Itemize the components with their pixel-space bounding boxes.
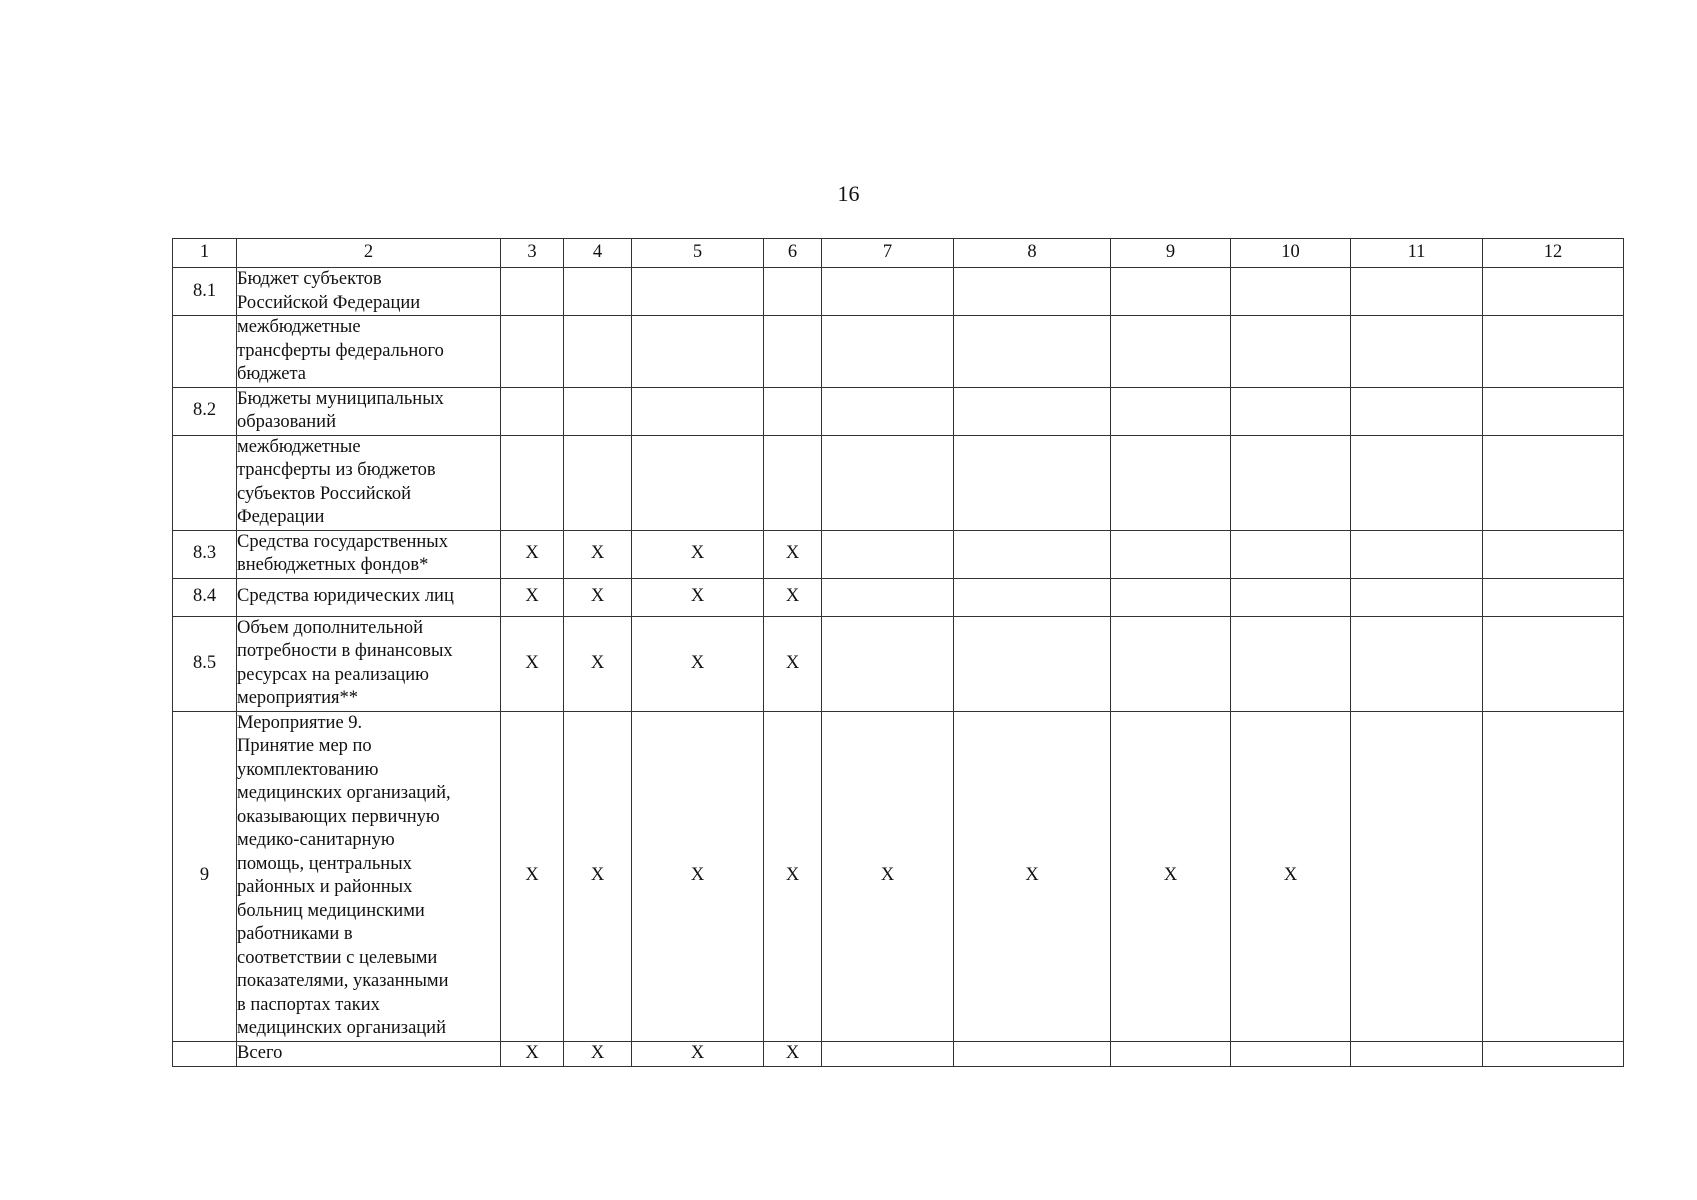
table-row [173,1041,1624,1066]
table-row [173,578,1624,616]
row-description-line: трансферты федерального [237,340,444,361]
row-description-line: внебюджетных фондов* [237,555,429,575]
row-description-line: укомплектованию [237,759,379,780]
table-cell [822,616,954,711]
table-cell [1483,1041,1624,1066]
table-cell [1351,387,1483,435]
row-description-line: бюджета [237,364,306,384]
row-description-line: помощь, центральных [237,853,412,874]
row-description-line: медицинских организаций, [237,783,451,803]
table-cell [764,435,822,530]
table-cell: X [764,530,822,578]
row-description-line: Средства юридических лиц [237,586,454,607]
row-description-line: Принятие мер по [237,736,372,756]
header-cell: 12 [1483,239,1624,268]
table-cell [1483,435,1624,530]
table-cell [1111,578,1231,616]
table-cell [1483,387,1624,435]
table-cell [1231,316,1351,388]
row-number [173,316,237,388]
table-cell [1111,435,1231,530]
row-number: 8.2 [173,387,237,435]
table-cell [954,435,1111,530]
table-row [173,387,1624,435]
header-cell: 3 [501,239,564,268]
row-description [237,578,501,616]
table-cell: X [564,616,632,711]
row-description-line: оказывающих первичную [237,806,440,827]
table-cell [1483,711,1624,1041]
table-cell: X [564,1041,632,1066]
table-cell [564,268,632,316]
page-number: 16 [837,181,860,206]
table-cell [1351,616,1483,711]
table-cell: X [632,711,764,1041]
table-cell [1231,1041,1351,1066]
table-cell [1231,578,1351,616]
row-description-line: Федерации [237,507,325,527]
row-description-line: медицинских организаций [237,1018,446,1038]
table-cell: X [954,711,1111,1041]
header-cell: 2 [237,239,501,268]
row-description-line: показателями, указанными [237,971,449,991]
table-cell [1111,387,1231,435]
row-description-line: Российской Федерации [237,292,421,313]
table-row [173,316,1624,388]
row-description-line: в паспортах таких [237,994,380,1015]
table-cell [954,616,1111,711]
table-cell [1483,316,1624,388]
table-cell [501,316,564,388]
row-description [237,616,501,711]
table-cell: X [764,1041,822,1066]
row-number [173,435,237,530]
table-cell [1351,578,1483,616]
header-cell: 7 [822,239,954,268]
table-cell [764,268,822,316]
header-cell: 1 [173,239,237,268]
table-body [173,239,1624,1067]
table-cell: X [501,530,564,578]
table-cell [954,530,1111,578]
table-cell [1111,268,1231,316]
table-cell: X [632,616,764,711]
table-cell [564,316,632,388]
table-cell [822,316,954,388]
table-cell [954,1041,1111,1066]
table-cell: X [1231,711,1351,1041]
table-cell [632,387,764,435]
table-cell [954,387,1111,435]
table-cell [1483,530,1624,578]
table-cell [1351,316,1483,388]
row-number: 8.5 [173,616,237,711]
row-description [237,268,501,316]
table-cell: X [564,530,632,578]
row-description [237,711,501,1041]
row-description-line: потребности в финансовых [237,641,453,661]
table-cell [954,316,1111,388]
table-cell [1111,616,1231,711]
row-description-line: Объем дополнительной [237,617,424,638]
table-cell: X [632,1041,764,1066]
header-cell: 9 [1111,239,1231,268]
table-cell [1483,578,1624,616]
row-description-line: Бюджеты муниципальных [237,388,444,409]
table-cell [764,316,822,388]
row-number: 8.1 [173,268,237,316]
table-cell: X [501,711,564,1041]
table-cell [632,435,764,530]
table-cell [632,316,764,388]
table-cell [1231,268,1351,316]
table-cell [501,387,564,435]
row-description-line: Всего [237,1042,283,1063]
table-cell [1231,616,1351,711]
table-row [173,435,1624,530]
table-cell [1231,435,1351,530]
row-description-line: субъектов Российской [237,483,412,504]
row-description-line: работниками в [237,924,353,944]
row-description-line: больниц медицинскими [237,900,425,921]
row-description [237,387,501,435]
header-row [173,239,1624,268]
row-description-line: межбюджетные [237,436,361,457]
row-description-line: соответствии с целевыми [237,947,438,968]
table-cell [822,1041,954,1066]
table-cell: X [632,530,764,578]
table-cell: X [764,711,822,1041]
financing-table [172,238,1624,1067]
table-row [173,268,1624,316]
row-description-line: районных и районных [237,877,413,897]
table-row [173,530,1624,578]
header-cell: 8 [954,239,1111,268]
header-cell: 6 [764,239,822,268]
table-cell [1483,268,1624,316]
table-cell: X [501,616,564,711]
row-description-line: трансферты из бюджетов [237,460,436,480]
table-cell [822,578,954,616]
table-cell [822,435,954,530]
table-cell [564,387,632,435]
table-cell [822,387,954,435]
table-cell [564,435,632,530]
row-description-line: Мероприятие 9. [237,712,363,733]
row-description [237,530,501,578]
row-number: 8.3 [173,530,237,578]
row-description-line: ресурсах на реализацию [237,664,429,685]
row-description [237,435,501,530]
row-description-line: мероприятия** [237,688,358,708]
row-description [237,316,501,388]
table-cell [501,268,564,316]
table-cell: X [822,711,954,1041]
table-cell [1111,1041,1231,1066]
table-cell [1351,711,1483,1041]
table-cell [1231,530,1351,578]
row-description-line: межбюджетные [237,317,361,337]
table-cell [1351,435,1483,530]
table-cell [822,530,954,578]
table-cell: X [501,578,564,616]
table-cell [822,268,954,316]
table-row [173,616,1624,711]
table-cell [1111,530,1231,578]
table-cell [1351,530,1483,578]
table-cell: X [764,578,822,616]
header-cell: 4 [564,239,632,268]
row-number: 8.4 [173,578,237,616]
table-cell [1351,1041,1483,1066]
row-description-line: медико-санитарную [237,830,395,850]
table-cell [1483,616,1624,711]
header-cell: 5 [632,239,764,268]
table-cell [501,435,564,530]
table-cell: X [632,578,764,616]
table-cell: X [564,711,632,1041]
table-cell [1351,268,1483,316]
table-cell [1231,387,1351,435]
header-cell: 11 [1351,239,1483,268]
table-cell: X [764,616,822,711]
table-cell [632,268,764,316]
row-description-line: Средства государственных [237,531,448,552]
row-description-line: Бюджет субъектов [237,269,382,289]
table-cell [1111,316,1231,388]
row-number [173,1041,237,1066]
table-cell: X [501,1041,564,1066]
table-cell [954,268,1111,316]
table-row [173,711,1624,1041]
table-cell: X [1111,711,1231,1041]
header-cell: 10 [1231,239,1351,268]
row-number: 9 [173,711,237,1041]
table-cell [764,387,822,435]
row-description-line: образований [237,412,336,432]
row-description [237,1041,501,1066]
table-cell [954,578,1111,616]
table-cell: X [564,578,632,616]
